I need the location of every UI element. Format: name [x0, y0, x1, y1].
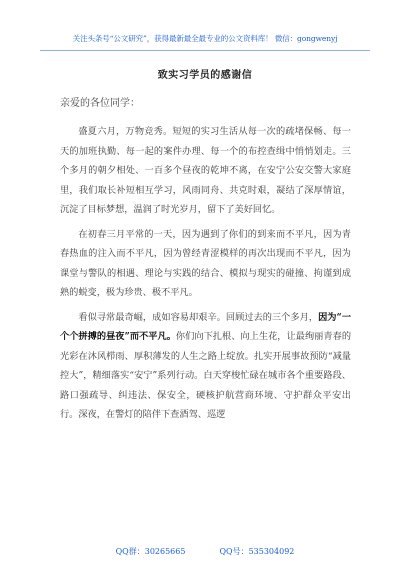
paragraph-text: 在初春三月平常的一天，因为遇到了你们的到来而不平凡，因为青春热血的注入而不平凡，因为曾经青涩模样的再次出现而不平凡，因为课堂与警队的相遇、理论与实践的结合、模拟与现实的碰撞、拘谨到成熟的蜕变，极为珍贵、极不平凡。 — [60, 228, 351, 298]
emphasized-sentence: 因为“一个个拼搏的昼夜”而不平凡。 — [60, 311, 352, 342]
paragraph-text: 看似寻常最奇崛，成如容易却艰辛。回顾过去的三个多月， — [78, 311, 319, 323]
letter-body — [60, 122, 351, 425]
footer-contacts — [40, 546, 370, 557]
paragraph-3 — [60, 308, 351, 425]
footer-qq-group: QQ群：30265665 — [115, 547, 186, 556]
salutation: 亲爱的各位同学： — [60, 98, 140, 109]
document-title: 致实习学员的感谢信 — [157, 70, 253, 81]
header-promo-note: 关注头条号“公文研究”，获得最新最全最专业的公文资料库！ 微信：gongwenyj — [72, 34, 338, 43]
paragraph-text: 你们向下扎根、向上生花，让最绚丽青春的光彩在沐风栉雨、厚积薄发的人生之路上绽放。扎实开展事故预防“减量控大”，精细落实“安宁”系列行动。白天穿梭忙碌在城市各个重要路段、路口强疏导、纠违法、保安全，硬核护航营商环境、守护群众平安出行。深夜，在警灯的陪伴下查酒驾、巡逻 — [60, 331, 352, 420]
paragraph-2 — [60, 225, 351, 303]
paragraph-1 — [60, 122, 351, 220]
paragraph-text: 盛夏六月，万物竞秀。短短的实习生活从每一次的疏堵保畅、每一天的加班执勤、每一起的案件办理、每一个的布控查缉中悄悄划走。三个多月的朝夕相处、一百多个昼夜的乾坤不离，在安宁公安交警大家庭里，我们取长补短相互学习，风雨同舟、共克时艰，凝结了深厚情谊，沉淀了目标梦想，温润了时光岁月，留下了美好回忆。 — [60, 126, 351, 215]
footer-qq-number: QQ号：535304092 — [219, 547, 295, 556]
header-divider — [40, 50, 370, 51]
